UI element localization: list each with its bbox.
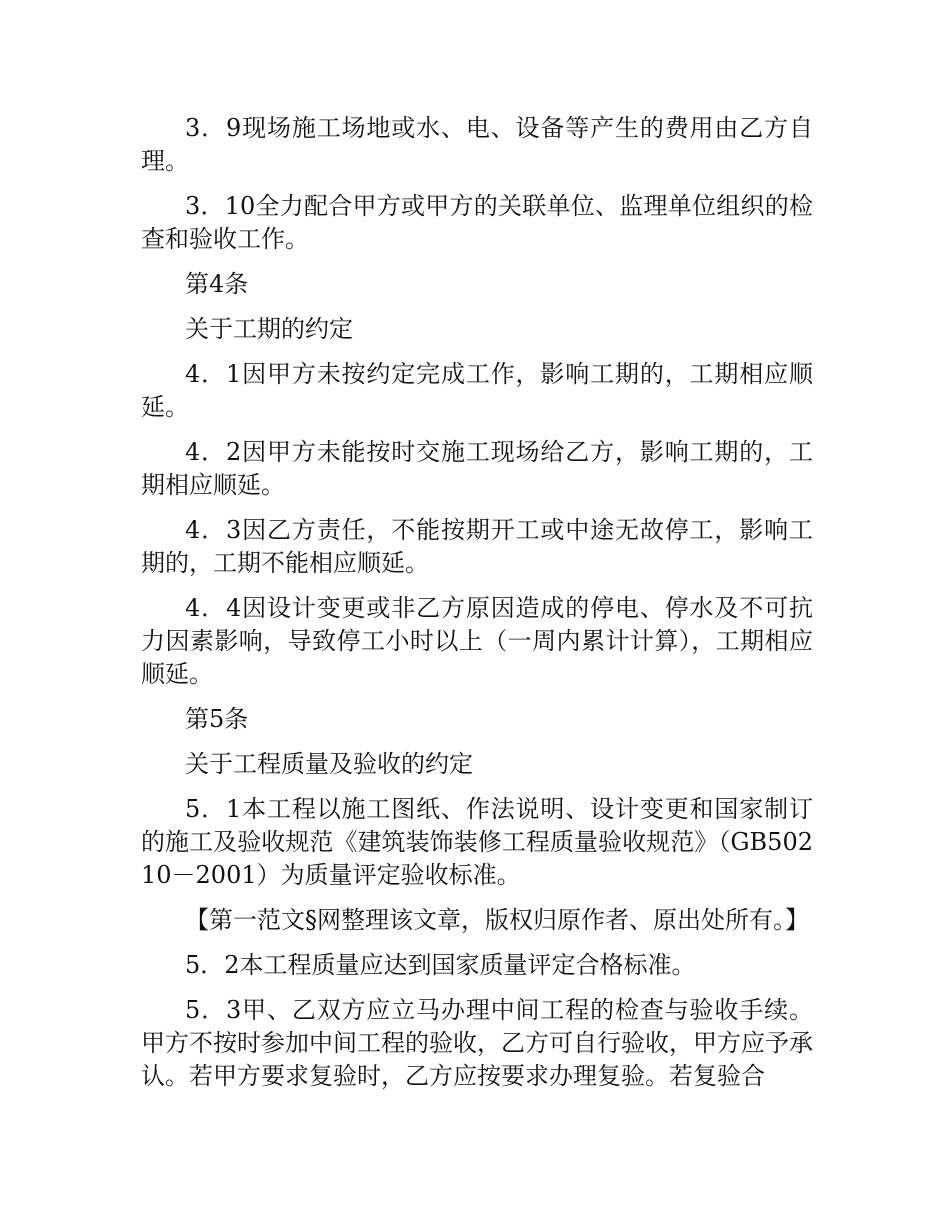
document-body <box>141 112 813 1105</box>
clause-4-3: 4．3因乙方责任，不能按期开工或中途无故停工，影响工期的，工期不能相应顺延。 <box>141 516 813 577</box>
clause-5-2: 5．2本工程质量应达到国家质量评定合格标准。 <box>185 951 696 979</box>
clause-4-2: 4．2因甲方未能按时交施工现场给乙方，影响工期的，工期相应顺延。 <box>141 438 813 499</box>
clause-4-1: 4．1因甲方未按约定完成工作，影响工期的，工期相应顺延。 <box>141 360 813 421</box>
clause-4-4: 4．4因设计变更或非乙方原因造成的停电、停水及不可抗力因素影响，导致停工小时以上（一周内累计计算），工期相应顺延。 <box>141 594 813 688</box>
article-4-heading: 第4条 <box>185 270 249 298</box>
source-note: 【第一范文§网整理该文章，版权归原作者、原出处所有。】 <box>185 906 809 934</box>
article-5-title: 关于工程质量及验收的约定 <box>185 750 473 778</box>
clause-5-3: 5．3甲、乙双方应立马办理中间工程的检查与验收手续。甲方不按时参加中间工程的验收，乙方可自行验收，甲方应予承认。若甲方要求复验时，乙方应按要求办理复验。若复验合 <box>141 996 813 1090</box>
article-4-title: 关于工期的约定 <box>185 315 353 343</box>
article-5-heading: 第5条 <box>185 705 249 733</box>
clause-3-9: 3．9现场施工场地或水、电、设备等产生的费用由乙方自理。 <box>141 114 813 175</box>
clause-3-10: 3．10全力配合甲方或甲方的关联单位、监理单位组织的检查和验收工作。 <box>141 192 813 253</box>
clause-5-1: 5．1本工程以施工图纸、作法说明、设计变更和国家制订的施工及验收规范《建筑装饰装修工程质量验收规范》（GB50210－2001）为质量评定验收标准。 <box>141 795 813 889</box>
